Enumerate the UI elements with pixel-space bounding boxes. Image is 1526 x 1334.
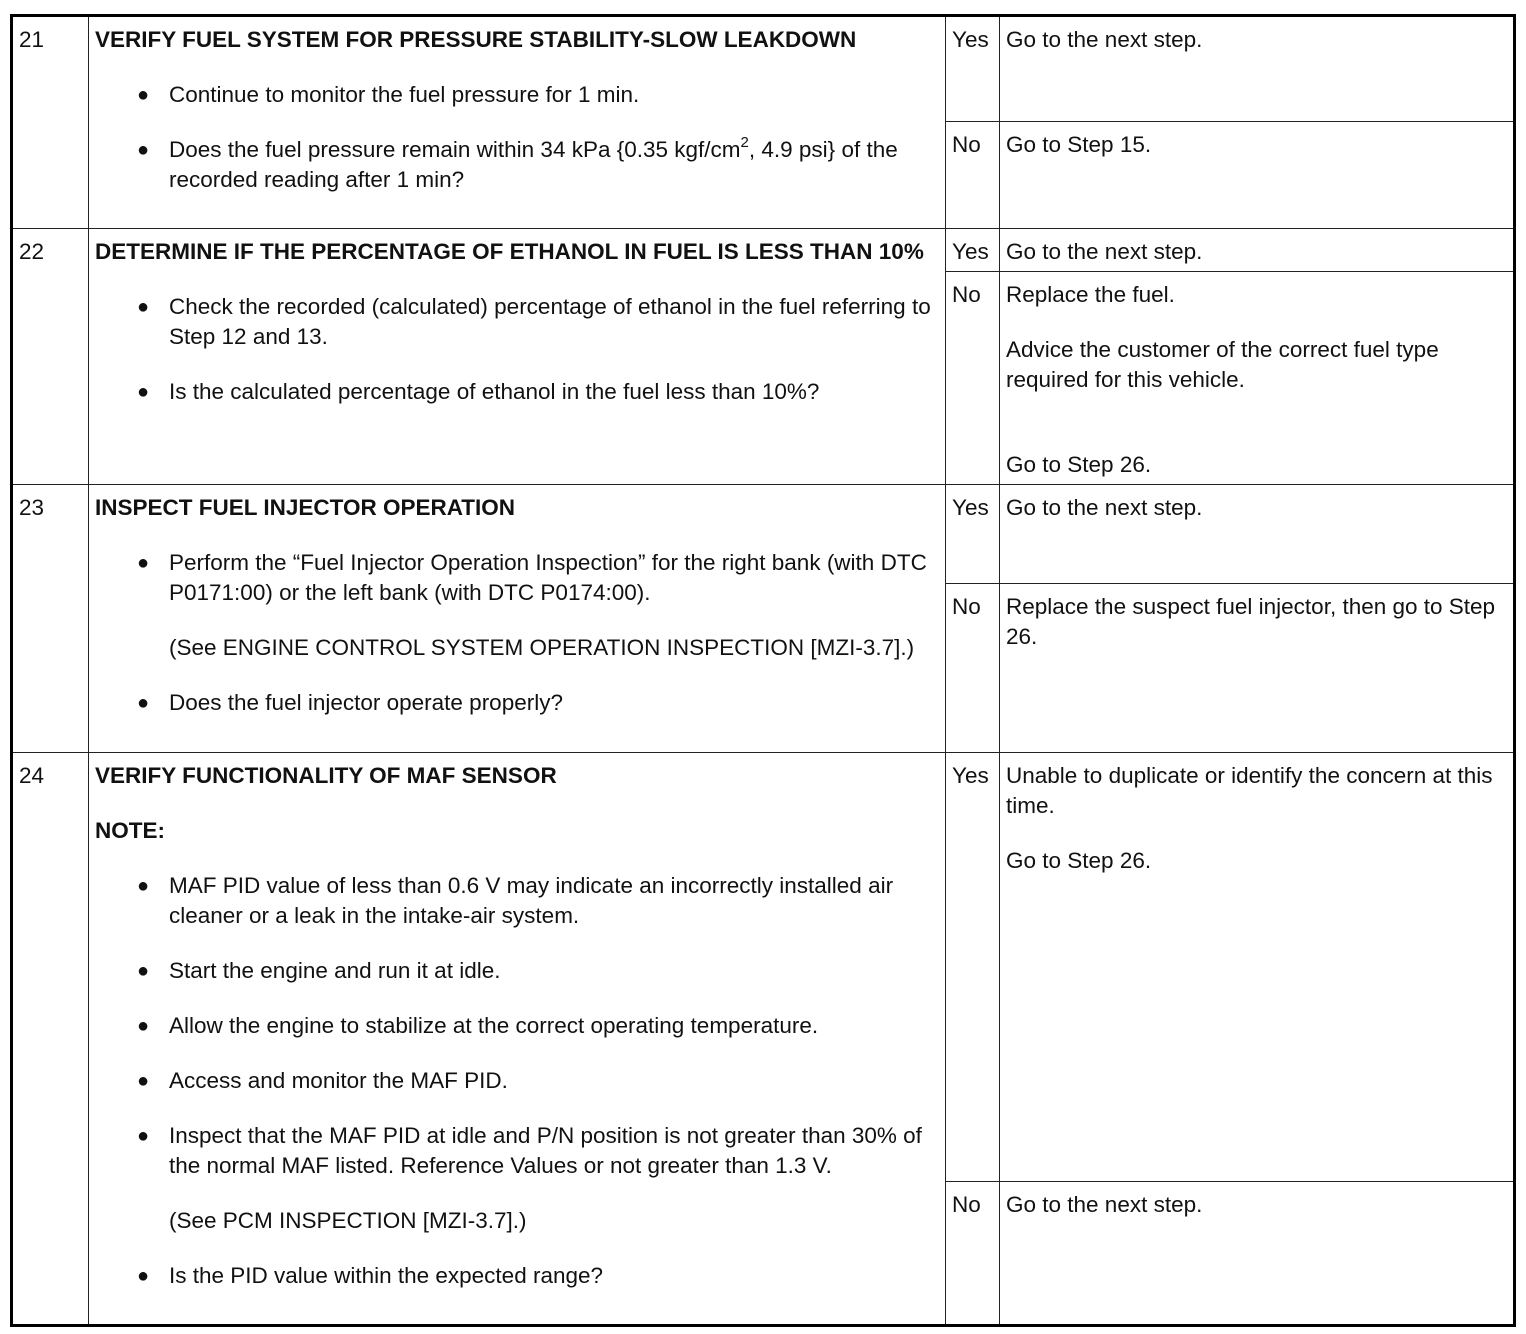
step-title: INSPECT FUEL INJECTOR OPERATION bbox=[95, 495, 516, 520]
yes-result bbox=[1000, 753, 1515, 1182]
action-reference: (See PCM INSPECTION [MZI-3.7].) bbox=[169, 1208, 527, 1233]
step-number: 24 bbox=[12, 753, 89, 1326]
action-bullet: ● Allow the engine to stabilize at the correct operating temperature. bbox=[95, 1011, 939, 1041]
action-bullet: ● Does the fuel pressure remain within 34 kPa {0.35 kgf/$cm^2$, 4.9 psi} of the recorded reading after 1 min? bbox=[95, 135, 939, 195]
yes-label: Yes bbox=[946, 753, 1000, 1182]
action-bullet: ● Access and monitor the MAF PID. bbox=[95, 1066, 939, 1096]
result-text: Go to Step 26. bbox=[1006, 452, 1152, 477]
step-action bbox=[89, 16, 946, 229]
no-label: No bbox=[946, 584, 1000, 753]
diagnostic-procedure-table bbox=[10, 14, 1516, 1327]
step-number: 22 bbox=[12, 229, 89, 485]
action-bullet: ● MAF PID value of less than 0.6 V may indicate an incorrectly installed air cleaner or a leak in the intake-air system. bbox=[95, 871, 939, 931]
result-text: Advice the customer of the correct fuel type required for this vehicle. bbox=[1006, 337, 1439, 392]
step-title: VERIFY FUNCTIONALITY OF MAF SENSOR bbox=[95, 763, 557, 788]
step-title: DETERMINE IF THE PERCENTAGE OF ETHANOL IN FUEL IS LESS THAN 10% bbox=[95, 239, 924, 264]
action-bullet: ● Inspect that the MAF PID at idle and P/N position is not greater than 30% of the normal MAF listed. Reference Values or not greater than 1.3 V. bbox=[95, 1121, 939, 1181]
yes-result: Go to the next step. bbox=[1000, 16, 1515, 122]
no-result: Replace the suspect fuel injector, then go to Step 26. bbox=[1000, 584, 1515, 753]
no-label: No bbox=[946, 272, 1000, 485]
step-action bbox=[89, 229, 946, 485]
step-title: VERIFY FUEL SYSTEM FOR PRESSURE STABILITY-SLOW LEAKDOWN bbox=[95, 27, 857, 52]
action-bullet: ● Continue to monitor the fuel pressure for 1 min. bbox=[95, 80, 939, 110]
step-action bbox=[89, 753, 946, 1326]
action-bullet: ● Is the calculated percentage of ethanol in the fuel less than 10%? bbox=[95, 377, 939, 407]
step-number: 21 bbox=[12, 16, 89, 229]
result-text: Go to Step 26. bbox=[1006, 848, 1152, 873]
step-action bbox=[89, 485, 946, 753]
no-result bbox=[1000, 272, 1515, 485]
yes-label: Yes bbox=[946, 229, 1000, 272]
step-number: 23 bbox=[12, 485, 89, 753]
no-result: Go to the next step. bbox=[1000, 1182, 1515, 1326]
yes-result: Go to the next step. bbox=[1000, 229, 1515, 272]
no-label: No bbox=[946, 1182, 1000, 1326]
action-bullet: ● Check the recorded (calculated) percentage of ethanol in the fuel referring to Step 12 and 13. bbox=[95, 292, 939, 352]
action-bullet: ● Perform the “Fuel Injector Operation Inspection” for the right bank (with DTC P0171:00) or the left bank (with DTC P0174:00). bbox=[95, 548, 939, 608]
no-result: Go to Step 15. bbox=[1000, 122, 1515, 229]
result-text: Unable to duplicate or identify the concern at this time. bbox=[1006, 763, 1493, 818]
action-bullet: ● Is the PID value within the expected range? bbox=[95, 1261, 939, 1291]
yes-label: Yes bbox=[946, 16, 1000, 122]
note-label: NOTE: bbox=[95, 818, 165, 843]
yes-result: Go to the next step. bbox=[1000, 485, 1515, 584]
action-bullet: ● Start the engine and run it at idle. bbox=[95, 956, 939, 986]
result-text: Replace the fuel. bbox=[1006, 282, 1175, 307]
no-label: No bbox=[946, 122, 1000, 229]
yes-label: Yes bbox=[946, 485, 1000, 584]
action-reference: (See ENGINE CONTROL SYSTEM OPERATION INSPECTION [MZI-3.7].) bbox=[169, 635, 915, 660]
action-bullet: ● Does the fuel injector operate properly? bbox=[95, 688, 939, 718]
